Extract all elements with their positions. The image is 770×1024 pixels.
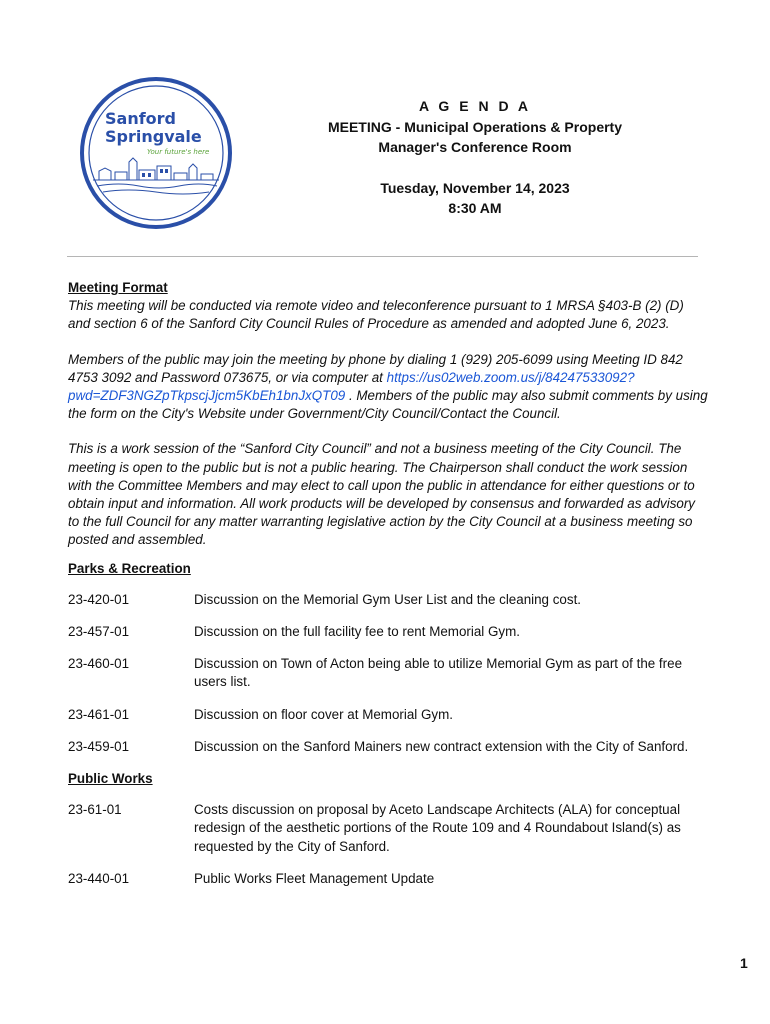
- item-description: Discussion on the Memorial Gym User List and the cleaning cost.: [194, 591, 582, 607]
- agenda-title: A G E N D A: [418, 98, 532, 114]
- meeting-date: Tuesday, November 14, 2023: [380, 179, 570, 196]
- item-number: 23-459-01: [68, 738, 130, 754]
- agenda-item: [68, 870, 708, 888]
- item-description: Costs discussion on proposal by Aceto Landscape Architects (ALA) for conceptual redesign of the aesthetic portions of the Route 109 and 4 Roundabout Island(s) as requested by the City of Sanford.: [194, 802, 681, 854]
- agenda-header: [300, 96, 650, 219]
- page-number: 1: [740, 955, 748, 971]
- agenda-item: [68, 591, 708, 609]
- item-number: 23-440-01: [68, 870, 130, 886]
- item-number: 23-460-01: [68, 656, 130, 672]
- agenda-body: [68, 279, 708, 902]
- item-description: Discussion on Town of Acton being able to utilize Memorial Gym as part of the free users list.: [194, 656, 683, 690]
- agenda-item: [68, 623, 708, 641]
- item-number: 23-61-01: [68, 802, 122, 818]
- meeting-title: MEETING - Municipal Operations & Property: [327, 118, 623, 135]
- item-description: Discussion on floor cover at Memorial Gym.: [194, 706, 453, 722]
- meeting-format-para3: [68, 440, 708, 549]
- agenda-item: [68, 801, 708, 856]
- item-description: Discussion on the Sanford Mainers new contract extension with the City of Sanford.: [194, 738, 689, 754]
- logo-tagline: Your future's here: [147, 148, 210, 156]
- para2-text-before: Members of the public may join the meeting by phone by dialing 1 (929) 205-6099 using Meeting ID 842 4753 3092 and Password 073675, or via computer at: [68, 351, 683, 385]
- logo-line2: Springvale: [105, 127, 202, 146]
- item-number: 23-457-01: [68, 624, 130, 640]
- para2-text-after: . Members of the public may also submit comments by using the form on the City's Website under Government/City Council/Contact the Council.: [68, 388, 708, 422]
- meeting-time: 8:30 AM: [448, 200, 502, 216]
- item-number: 23-461-01: [68, 706, 130, 722]
- meeting-format-para2: [68, 351, 708, 424]
- logo-line1: Sanford: [105, 109, 177, 128]
- item-description: Discussion on the full facility fee to rent Memorial Gym.: [194, 624, 520, 640]
- meeting-format-title: Meeting Format: [68, 280, 168, 295]
- meeting-room: Manager's Conference Room: [378, 139, 572, 155]
- agenda-item: [68, 655, 708, 691]
- agenda-item: [68, 738, 708, 756]
- zoom-link[interactable]: https://us02web.zoom.us/j/84247533092?pwd=ZDF3NGZpTkpscjJjcm5KbEh1bnJxQT09: [68, 369, 635, 404]
- public-works-title: Public Works: [68, 771, 153, 787]
- item-description: Public Works Fleet Management Update: [194, 870, 435, 886]
- parks-items: [68, 591, 708, 756]
- public-works-items: [68, 801, 708, 888]
- work-session-notice: This is a work session of the “Sanford City Council” and not a business meeting of the City Council. The meeting is open to the public but is not a public hearing. The Chairperson shall conduct the work session with the Committee Members and may elect to call upon the public in attendance for either questions or to obtain input and information. All work products will be developed by consensus and forwarded as advisory to the full Council for any matter warranting legislative action by the City Council at a business meeting so posted and assembled.: [68, 441, 695, 548]
- city-logo: [79, 76, 233, 230]
- item-number: 23-420-01: [68, 591, 130, 607]
- header-divider: [67, 256, 698, 257]
- meeting-format-para1: This meeting will be conducted via remote video and teleconference pursuant to 1 MRSA §403-B (2) (D) and section 6 of the Sanford City Council Rules of Procedure as amended and adopted June 6, 2023.: [68, 298, 684, 332]
- parks-recreation-title: Parks & Recreation: [68, 560, 191, 576]
- meeting-format-block: [68, 279, 708, 334]
- agenda-item: [68, 706, 708, 724]
